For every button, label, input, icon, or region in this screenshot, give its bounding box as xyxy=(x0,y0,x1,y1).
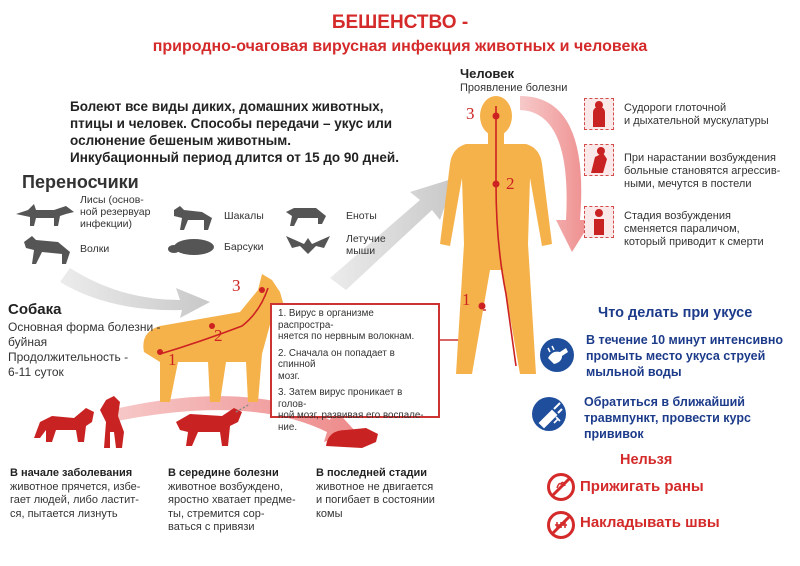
human-marker-1: 1 xyxy=(462,290,471,309)
wash-icon xyxy=(540,338,574,372)
stage-late: В последней стадии животное не двигается и погибает в состоянии комы xyxy=(316,467,435,520)
symptom-paralysis: Стадия возбуждения сменяется параличом, который приводит к смерти xyxy=(624,210,764,248)
badger-icon xyxy=(168,236,218,258)
dog-marker-2: 2 xyxy=(214,326,223,345)
forbidden-stitches: Накладывать швы xyxy=(580,514,720,531)
carrier-label-bat: Летучие мыши xyxy=(346,233,386,257)
human-marker-2: 2 xyxy=(506,174,515,193)
virus-step-1: 1. Вирус в организме распростра- няется по нервным волокнам. xyxy=(278,308,415,342)
dog-marker-3: 3 xyxy=(232,276,241,295)
page-title: БЕШЕНСТВО - xyxy=(331,12,469,33)
dog-aggressive-icon xyxy=(172,402,252,452)
human-figure xyxy=(436,94,556,382)
dog-heading: Собака xyxy=(8,301,62,318)
dog-lying-icon xyxy=(322,418,382,454)
symptom-spasm: Судороги глоточной и дыхательной мускулатуры xyxy=(624,102,769,127)
stage-early: В начале заболевания животное прячется, избе- гает людей, либо ластит- ся, пытается лизнуть xyxy=(10,467,141,520)
virus-steps-box xyxy=(270,303,440,433)
no-stitches-icon xyxy=(546,510,576,540)
carrier-label-jackal: Шакалы xyxy=(224,210,264,222)
stage-middle: В середине болезни животное возбуждено, яростно хватает предме- ты, стремится сор- ваться с привязи xyxy=(168,467,296,533)
forbidden-cauterize: Прижигать раны xyxy=(580,478,704,495)
dog-hiding-icon xyxy=(30,398,100,448)
forbidden-heading: Нельзя xyxy=(620,452,673,468)
human-marker-3: 3 xyxy=(466,104,475,123)
vaccine-icon xyxy=(532,397,566,431)
bite-action-wash: В течение 10 минут интенсивно промыть место укуса струей мыльной воды xyxy=(586,333,784,379)
bite-action-clinic: Обратиться в ближайший травмпункт, провести курс прививок xyxy=(584,395,751,441)
carrier-label-fox: Лисы (основ- ной резервуар инфекции) xyxy=(80,194,151,230)
symptom-agitation: При нарастании возбуждения больные становятся агрессив- ными, мечутся в постели xyxy=(624,152,781,190)
no-cauterize-icon xyxy=(546,472,576,502)
bite-actions-heading: Что делать при укусе xyxy=(598,305,753,321)
dog-fawning-icon xyxy=(92,392,132,452)
dog-description: Основная форма болезни - буйная Продолжительность - 6-11 суток xyxy=(8,320,161,379)
page-subtitle: природно-очаговая вирусная инфекция животных и человека xyxy=(152,38,648,55)
virus-step-3: 3. Затем вирус проникает в голов- ной мозг, развивая его воспале- ние. xyxy=(278,387,424,433)
human-subheading: Проявление болезни xyxy=(460,82,568,94)
fox-icon xyxy=(14,202,76,228)
intro-text: Болеют все виды диких, домашних животных, птицы и человек. Способы передачи – укус или ослюнение бешеным животным. Инкубационный период длится от 15 до 90 дней. xyxy=(70,99,399,165)
raccoon-icon xyxy=(282,202,328,228)
wolf-icon xyxy=(22,234,72,266)
carrier-label-wolf: Волки xyxy=(80,243,110,255)
bat-icon xyxy=(284,232,332,258)
dog-marker-1: 1 xyxy=(168,350,177,369)
carrier-label-badger: Барсуки xyxy=(224,241,264,253)
jackal-icon xyxy=(170,204,214,232)
symptom-agitation-icon xyxy=(584,144,614,176)
symptom-paralysis-icon xyxy=(584,206,614,238)
virus-step-2: 2. Сначала он попадает в спинной мозг. xyxy=(278,347,395,382)
symptom-spasm-icon xyxy=(584,98,614,130)
human-heading: Человек xyxy=(460,66,514,81)
carriers-heading: Переносчики xyxy=(22,172,139,192)
carrier-label-raccoon: Еноты xyxy=(346,210,377,222)
